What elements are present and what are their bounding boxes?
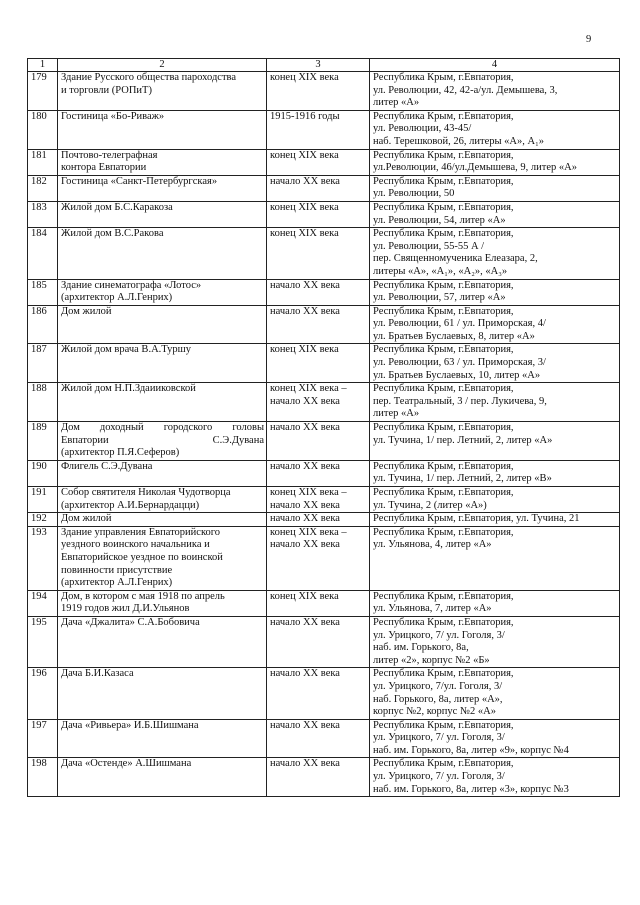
object-name-cell: [58, 149, 267, 175]
period-cell: [267, 719, 370, 758]
period-line: конец XIX века: [270, 72, 339, 83]
column-header-number: 1: [28, 59, 58, 72]
period-line: конец XIX века: [270, 149, 339, 161]
period-cell: [267, 590, 370, 616]
period-cell: [267, 758, 370, 797]
table-row: [28, 422, 620, 461]
name-line: Почтово-телеграфная: [61, 149, 158, 161]
period-line: начало XX века: [270, 279, 340, 291]
period-cell: [267, 668, 370, 719]
period-cell: [267, 228, 370, 279]
table-row: [28, 513, 620, 527]
address-line: ул. Ульянова, 7, литер «А»: [373, 603, 492, 615]
address-line: ул. Ульянова, 4, литер «А»: [373, 539, 492, 551]
period-cell: [267, 616, 370, 667]
object-name-cell: [58, 616, 267, 667]
address-cell: [370, 305, 620, 344]
name-line: Дом, в котором с мая 1918 по апрель: [61, 590, 225, 602]
object-name-cell: [58, 526, 267, 590]
address-line: ул. Тучина, 2 (литер «А»): [373, 499, 487, 511]
row-number-cell: 192: [28, 513, 58, 527]
address-cell: [370, 590, 620, 616]
period-cell: [267, 175, 370, 201]
address-line: Республика Крым, г.Евпатория,: [373, 110, 514, 122]
address-line: литер «А»: [373, 97, 420, 109]
address-line: Республика Крым, г.Евпатория,: [373, 719, 514, 731]
table-row: [28, 719, 620, 758]
period-cell: [267, 487, 370, 513]
object-name-cell: [58, 668, 267, 719]
name-line: (архитектор А.Л.Генрих): [61, 292, 173, 304]
period-cell: [267, 460, 370, 486]
object-name-cell: [58, 72, 267, 111]
address-line: Республика Крым, г.Евпатория,: [373, 228, 514, 240]
name-line: Дача Б.И.Казаса: [61, 668, 134, 680]
row-number-cell: 196: [28, 668, 58, 719]
period-line: начало XX века: [270, 305, 340, 317]
column-header-address: 4: [370, 59, 620, 72]
address-line: Республика Крым, г.Евпатория,: [373, 149, 514, 161]
address-cell: [370, 487, 620, 513]
address-line: Республика Крым, г.Евпатория,: [373, 487, 514, 498]
address-cell: [370, 383, 620, 422]
name-line: Жилой дом Б.С.Каракоза: [61, 201, 173, 213]
name-line: Евпаторийское уездное по воинской: [61, 551, 223, 563]
period-line: конец XIX века –: [270, 487, 347, 498]
address-cell: [370, 201, 620, 227]
name-line: контора Евпатории: [61, 162, 147, 174]
address-cell: [370, 175, 620, 201]
object-name-cell: [58, 344, 267, 383]
table-row: [28, 279, 620, 305]
name-line: Гостиница «Бо-Риваж»: [61, 110, 165, 122]
table-row: [28, 526, 620, 590]
address-line: ул. Революции, 55-55 А /: [373, 240, 485, 252]
address-cell: [370, 668, 620, 719]
table-header-row: [28, 59, 620, 72]
period-line: начало XX века: [270, 422, 340, 434]
row-number-cell: 193: [28, 526, 58, 590]
table-row: [28, 72, 620, 111]
object-name-cell: [58, 383, 267, 422]
period-cell: [267, 110, 370, 149]
name-line: и торговли (РОПиТ): [61, 84, 152, 96]
row-number-cell: 195: [28, 616, 58, 667]
name-line: Жилой дом В.С.Ракова: [61, 228, 164, 240]
name-line: Здание синематографа «Лотос»: [61, 279, 202, 291]
name-line: Дом жилой: [61, 305, 112, 317]
address-line: пер. Театральный, 3 / пер. Лукичева, 9,: [373, 395, 547, 407]
table-row: [28, 487, 620, 513]
table-row: [28, 228, 620, 279]
table-row: [28, 758, 620, 797]
table-row: [28, 668, 620, 719]
address-line: Республика Крым, г.Евпатория,: [373, 668, 514, 680]
table-row: [28, 110, 620, 149]
object-name-cell: [58, 422, 267, 461]
period-cell: [267, 305, 370, 344]
name-line: Здание Русского общества пароходства: [61, 72, 237, 83]
period-line: начало XX века: [270, 460, 340, 472]
object-name-cell: [58, 513, 267, 527]
address-line: Республика Крым, г.Евпатория,: [373, 175, 514, 187]
period-line: конец XIX века: [270, 344, 339, 356]
address-cell: [370, 719, 620, 758]
row-number-cell: 190: [28, 460, 58, 486]
name-line: Собор святителя Николая Чудотворца: [61, 487, 231, 498]
address-line: наб. Горького, 8а, литер «А»,: [373, 693, 503, 705]
period-line: конец XIX века: [270, 590, 339, 602]
row-number-cell: 181: [28, 149, 58, 175]
period-line: конец XIX века: [270, 228, 339, 240]
period-line: начало XX века: [270, 175, 340, 187]
period-cell: [267, 72, 370, 111]
address-line: ул. Революции, 50: [373, 188, 455, 200]
name-line: Дом жилой: [61, 513, 112, 525]
name-line: Дом доходный городского головы: [61, 422, 264, 434]
address-line: Республика Крым, г.Евпатория,: [373, 279, 514, 291]
period-line: 1915-1916 годы: [270, 110, 340, 122]
name-line: Жилой дом врача В.А.Туршу: [61, 344, 191, 356]
address-line: литер «А»: [373, 408, 420, 420]
page-number: 9: [586, 34, 592, 45]
object-name-cell: [58, 201, 267, 227]
address-cell: [370, 616, 620, 667]
address-line: Республика Крым, г.Евпатория,: [373, 344, 514, 356]
table-row: [28, 616, 620, 667]
object-name-cell: [58, 487, 267, 513]
name-line: Флигель С.Э.Дувана: [61, 460, 153, 472]
row-number-cell: 187: [28, 344, 58, 383]
object-name-cell: [58, 110, 267, 149]
name-line: Дача «Ривьера» И.Б.Шишмана: [61, 719, 199, 731]
table-row: [28, 344, 620, 383]
object-name-cell: [58, 305, 267, 344]
table-body: [28, 72, 620, 797]
period-line: начало XX века: [270, 668, 340, 680]
row-number-cell: 194: [28, 590, 58, 616]
period-cell: [267, 201, 370, 227]
address-line: ул. Революции, 57, литер «А»: [373, 292, 506, 304]
address-cell: [370, 149, 620, 175]
address-line: Республика Крым, г.Евпатория,: [373, 383, 514, 395]
column-header-period: 3: [267, 59, 370, 72]
address-cell: [370, 526, 620, 590]
object-name-cell: [58, 279, 267, 305]
table-row: [28, 201, 620, 227]
address-line: Республика Крым, г.Евпатория, ул. Тучина, 21: [373, 513, 580, 525]
address-cell: [370, 228, 620, 279]
column-header-name: 2: [58, 59, 267, 72]
address-line: ул. Урицкого, 7/ул. Гоголя, 3/: [373, 680, 503, 692]
row-number-cell: 198: [28, 758, 58, 797]
address-line: Республика Крым, г.Евпатория,: [373, 526, 514, 538]
object-name-cell: [58, 228, 267, 279]
period-line: начало XX века: [270, 719, 340, 731]
address-line: Республика Крым, г.Евпатория,: [373, 201, 514, 213]
period-cell: [267, 422, 370, 461]
address-line: ул. Тучина, 1/ пер. Летний, 2, литер «В»: [373, 473, 552, 485]
period-cell: [267, 149, 370, 175]
period-line: начало XX века: [270, 539, 340, 551]
address-line: ул. Революции, 63 / ул. Приморская, 3/: [373, 357, 546, 369]
address-cell: [370, 460, 620, 486]
table-row: [28, 305, 620, 344]
address-line: наб. им. Горького, 8а, литер «9», корпус №4: [373, 744, 569, 756]
address-line: ул. Братьев Буслаевых, 10, литер «А»: [373, 369, 541, 381]
row-number-cell: 189: [28, 422, 58, 461]
address-line: Республика Крым, г.Евпатория,: [373, 616, 514, 628]
period-line: начало XX века: [270, 616, 340, 628]
period-line: начало XX века: [270, 513, 340, 525]
period-cell: [267, 526, 370, 590]
name-line: Дача «Остенде» А.Шишмана: [61, 758, 192, 770]
address-line: Республика Крым, г.Евпатория,: [373, 72, 514, 83]
row-number-cell: 188: [28, 383, 58, 422]
period-line: конец XIX века: [270, 201, 339, 213]
object-name-cell: [58, 590, 267, 616]
table-row: [28, 460, 620, 486]
name-line: Гостиница «Санкт-Петербургская»: [61, 175, 218, 187]
row-number-cell: 179: [28, 72, 58, 111]
address-line: Республика Крым, г.Евпатория,: [373, 305, 514, 317]
address-cell: [370, 110, 620, 149]
address-line: пер. Священномученика Елеазара, 2,: [373, 253, 538, 265]
table-row: [28, 590, 620, 616]
address-line: ул. Урицкого, 7/ ул. Гоголя, 3/: [373, 771, 505, 783]
address-line: наб. им. Горького, 8а,: [373, 642, 469, 654]
period-cell: [267, 513, 370, 527]
name-line: повинности присутствие: [61, 564, 173, 576]
address-line: ул. Урицкого, 7/ ул. Гоголя, 3/: [373, 732, 505, 744]
period-cell: [267, 279, 370, 305]
name-line: Жилой дом Н.П.Здаииковской: [61, 383, 196, 395]
address-line: ул. Революции, 42, 42-а/ул. Демышева, 3,: [373, 84, 558, 96]
period-line: начало XX века: [270, 499, 340, 511]
address-line: ул. Революции, 61 / ул. Приморская, 4/: [373, 318, 546, 330]
row-number-cell: 197: [28, 719, 58, 758]
address-line: ул. Урицкого, 7/ ул. Гоголя, 3/: [373, 629, 505, 641]
address-cell: [370, 422, 620, 461]
address-cell: [370, 279, 620, 305]
address-line: ул. Братьев Буслаевых, 8, литер «А»: [373, 330, 535, 342]
address-line: ул.Революции, 46/ул.Демышева, 9, литер «А»: [373, 162, 577, 174]
address-line: Республика Крым, г.Евпатория,: [373, 590, 514, 602]
period-line: начало XX века: [270, 758, 340, 770]
address-line: литер «2», корпус №2 «Б»: [373, 654, 490, 666]
table-row: [28, 149, 620, 175]
table-row: [28, 383, 620, 422]
name-line: Здание управления Евпаторийского: [61, 526, 221, 538]
monuments-table: [27, 58, 620, 797]
object-name-cell: [58, 175, 267, 201]
object-name-cell: [58, 758, 267, 797]
name-line: Евпатории С.Э.Дувана: [61, 434, 264, 446]
address-line: наб. Терешковой, 26, литеры «А», А₁»: [373, 135, 544, 147]
period-line: конец XIX века –: [270, 383, 347, 395]
address-cell: [370, 758, 620, 797]
table-row: [28, 175, 620, 201]
address-line: Республика Крым, г.Евпатория,: [373, 422, 514, 434]
name-line: уездного воинского начальника и: [61, 539, 210, 551]
name-line: (архитектор П.Я.Сеферов): [61, 447, 180, 459]
row-number-cell: 185: [28, 279, 58, 305]
address-line: наб. им. Горького, 8а, литер «3», корпус №3: [373, 783, 569, 795]
address-line: ул. Революции, 43-45/: [373, 123, 472, 135]
row-number-cell: 191: [28, 487, 58, 513]
row-number-cell: 180: [28, 110, 58, 149]
period-cell: [267, 344, 370, 383]
address-line: Республика Крым, г.Евпатория,: [373, 460, 514, 472]
row-number-cell: 184: [28, 228, 58, 279]
address-line: корпус №2, корпус №2 «А»: [373, 706, 496, 718]
name-line: (архитектор А.Л.Генрих): [61, 577, 173, 589]
name-line: Дача «Джалита» С.А.Бобовича: [61, 616, 200, 628]
name-line: (архитектор А.И.Бернардацци): [61, 499, 200, 511]
address-line: литеры «А», «А₁», «А₂», «А₃»: [373, 265, 508, 277]
row-number-cell: 183: [28, 201, 58, 227]
address-cell: [370, 513, 620, 527]
address-cell: [370, 344, 620, 383]
object-name-cell: [58, 719, 267, 758]
address-cell: [370, 72, 620, 111]
row-number-cell: 182: [28, 175, 58, 201]
period-line: конец XIX века –: [270, 526, 347, 538]
address-line: ул. Тучина, 1/ пер. Летний, 2, литер «А»: [373, 434, 553, 446]
period-cell: [267, 383, 370, 422]
address-line: Республика Крым, г.Евпатория,: [373, 758, 514, 770]
period-line: начало XX века: [270, 395, 340, 407]
name-line: 1919 годов жил Д.И.Ульянов: [61, 603, 190, 615]
row-number-cell: 186: [28, 305, 58, 344]
object-name-cell: [58, 460, 267, 486]
address-line: ул. Революции, 54, литер «А»: [373, 214, 506, 226]
